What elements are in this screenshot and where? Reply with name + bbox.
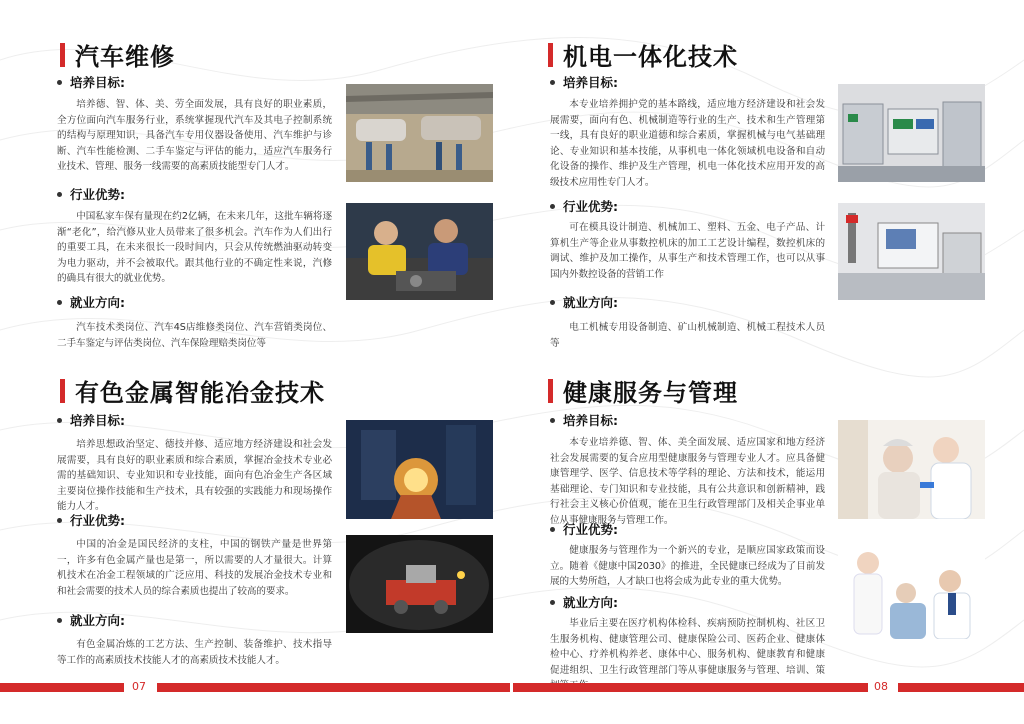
section-title-auto (60, 37, 175, 72)
health-goal-text: 本专业培养德、智、体、美全面发展、适应国家和地方经济社会发展需要的复合应用型健康服务与管理专业人才。应具备健康管理学、医学、信息技术等学科的理论、方法和技术，能运用基础理论、专门知识和专业技能，具有公共意识和创新精神，践行社会主义核心价值观，能在卫生行政管理部门及相关企事业单位从事健康服务与管理工作。 (550, 437, 825, 526)
section-title-text: 健康服务与管理 (563, 379, 738, 407)
mech-jobs-text: 电工机械专用设备制造、矿山机械制造、机械工程技术人员等 (550, 322, 825, 349)
bullet-dot-icon (550, 204, 555, 209)
bullet-dot-icon (57, 300, 62, 305)
subheading-label: 就业方向: (563, 595, 618, 610)
subheading-label: 就业方向: (70, 295, 125, 310)
health-nurse-elderly-photo (838, 420, 985, 519)
subheading-advantage (550, 520, 618, 538)
bullet-dot-icon (57, 418, 62, 423)
mech-advantage-text: 可在模具设计制造、机械加工、塑料、五金、电子产品、计算机生产等企业从事数控机床的加工工艺设计编程，数控机床的调试、维护及加工操作，从事生产和技术管理工作，也可以从事国内外数控设备的营销工作 (550, 222, 825, 280)
subheading-label: 就业方向: (70, 613, 125, 628)
subheading-goal (57, 411, 125, 429)
subheading-label: 培养目标: (563, 75, 618, 90)
subheading-jobs (550, 293, 618, 311)
bullet-dot-icon (550, 418, 555, 423)
footer-bar-right (898, 683, 1024, 692)
subheading-label: 行业优势: (70, 187, 125, 202)
auto-students-engine-photo (346, 203, 493, 300)
subheading-label: 培养目标: (70, 75, 125, 90)
metal-furnace-photo (346, 420, 493, 519)
subheading-label: 培养目标: (70, 413, 125, 428)
health-jobs-text: 毕业后主要在医疗机构体检科、疾病预防控制机构、社区卫生服务机构、健康管理公司、健康保险公司、医药企业、健康体检中心、疗养机构养老、康体中心、服务机构、健康教育和健康促进组织、卫生行政管理部门等从事健康服务与管理、培训、策 (550, 618, 825, 676)
bullet-dot-icon (550, 300, 555, 305)
bullet-dot-icon (550, 527, 555, 532)
subheading-label: 行业优势: (70, 513, 125, 528)
mech-lab-equipment-photo (838, 84, 985, 182)
footer-bar-left-long (157, 683, 510, 692)
mech-goal-text: 本专业培养拥护党的基本路线，适应地方经济建设和社会发展需要，面向有色、机械制造等行业的生产、技术和生产管理第一线，具有良好的职业道德和综合素质，掌握机械与电气基础理论、专业知识和基本技能，从事机电一体化领域机电设备和自动化设备的操作、维护及生产管理，机电一体化技术应用开发的高级技术应用性专门人才。 (550, 99, 825, 188)
subheading-advantage (57, 511, 125, 529)
bullet-dot-icon (550, 80, 555, 85)
mech-cnc-station-photo (838, 203, 985, 300)
bullet-dot-icon (550, 600, 555, 605)
health-advantage-text: 健康服务与管理作为一个新兴的专业，是顺应国家政策而设立。随着《健康中国2030》的推进，全民健康已经成为了目前发展的大势所趋，人才缺口也将会成为此专业的重大优势。 (550, 545, 825, 587)
title-accent-bar (60, 43, 65, 67)
subheading-advantage (550, 197, 618, 215)
section-title-health (548, 373, 738, 408)
bullet-dot-icon (57, 618, 62, 623)
bullet-dot-icon (57, 518, 62, 523)
auto-advantage-text: 中国私家车保有量现在约2亿辆，在未来几年，这批车辆将逐渐“老化”，给汽修从业人员带来了很多机会。汽车作为人们出行的重要工具，在未来很长一段时间内，只会从传统燃油驱动转变为电力驱动，并不会被取代。跟其他行业的不确定性来说，汽修的确具有很大的就业优势。 (57, 211, 332, 284)
subheading-jobs (57, 293, 125, 311)
subheading-label: 行业优势: (563, 199, 618, 214)
subheading-advantage (57, 185, 125, 203)
section-title-text: 机电一体化技术 (563, 43, 738, 71)
auto-jobs-text: 汽车技术类岗位、汽车4S店维修类岗位、汽车营销类岗位、二手车鉴定与评估类岗位、汽车保险理赔类岗位等 (57, 322, 332, 349)
section-title-metal (60, 373, 325, 408)
subheading-label: 就业方向: (563, 295, 618, 310)
title-accent-bar (548, 379, 553, 403)
footer-bar-right-long (513, 683, 868, 692)
section-title-mech (548, 37, 738, 72)
subheading-jobs (57, 611, 125, 629)
subheading-goal (550, 411, 618, 429)
auto-goal-text: 培养德、智、体、美、劳全面发展，具有良好的职业素质，全方位面向汽车服务行业，系统掌握现代汽车及其电子控制系统的结构与原理知识，具备汽车专用仪器设备使用、汽车维护与诊断、汽车性能检测、二手车鉴定与评估的能力，适应汽车服务行业技术、管理、服务一线需要的高素质技能型专门人才。 (57, 99, 332, 172)
section-title-text: 有色金属智能冶金技术 (75, 379, 325, 407)
metal-advantage-text: 中国的冶金是国民经济的支柱，中国的钢铁产量是世界第一，许多有色金属产量也是第一，所以需要的人才量很大。计算机技术在冶金工程领域的广泛应用、科技的发展冶金技术专业和和社会需要的技术人员的综合素质也提出了较高的要求。 (57, 539, 332, 597)
title-accent-bar (60, 379, 65, 403)
subheading-goal (550, 73, 618, 91)
subheading-goal (57, 73, 125, 91)
page-number-left: 07 (132, 680, 146, 693)
subheading-label: 行业优势: (563, 522, 618, 537)
page-number-right: 08 (874, 680, 888, 693)
section-title-text: 汽车维修 (75, 43, 175, 71)
bullet-dot-icon (57, 192, 62, 197)
metal-jobs-text: 有色金属冶炼的工艺方法、生产控制、装备维护、技术指导等工作的高素质技术技能人才的高素质技术技能人才。 (57, 639, 332, 666)
title-accent-bar (548, 43, 553, 67)
subheading-jobs (550, 593, 618, 611)
footer-bar-left (0, 683, 124, 692)
metal-goal-text: 培养思想政治坚定、德技并修、适应地方经济建设和社会发展需要，具有良好的职业素质和综合素质，掌握冶金技术专业必需的基础知识、专业知识和专业技能，面向有色冶金生产各区域主要岗位操作技能和生产技术，具有较强的实践能力和现场操作能力人才。 (57, 439, 332, 512)
bullet-dot-icon (57, 80, 62, 85)
auto-workshop-photo (346, 84, 493, 182)
subheading-label: 培养目标: (563, 413, 618, 428)
health-doctor-patient-photo (838, 541, 985, 639)
metal-mining-machine-photo (346, 535, 493, 633)
